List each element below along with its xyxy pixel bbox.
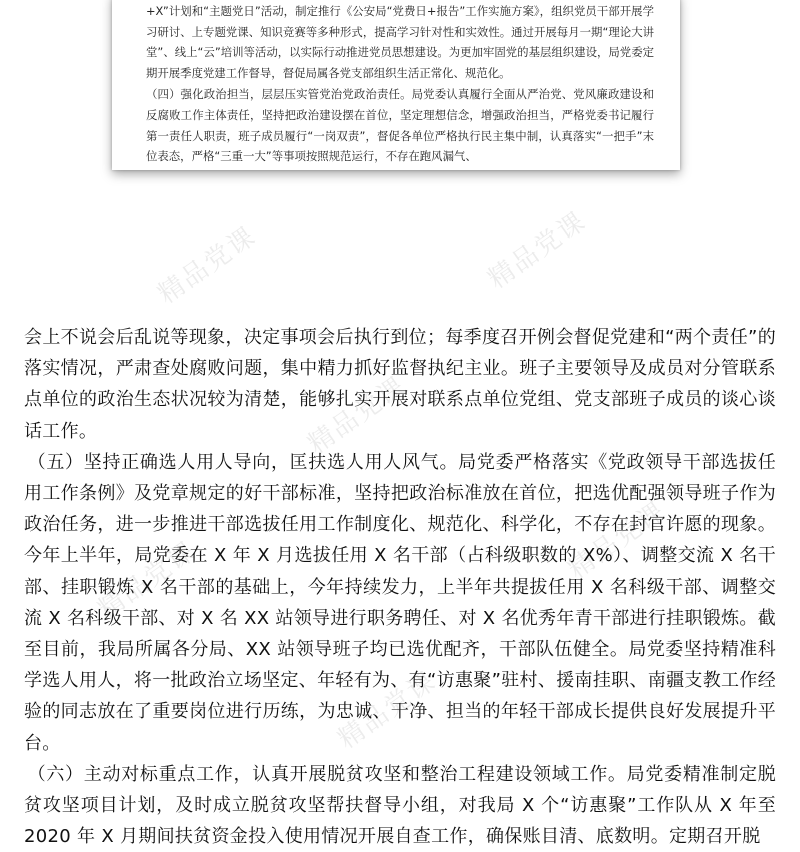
preview-paragraph: （四）强化政治担当，层层压实管党治党政治责任。局党委认真履行全面从严治党、党风廉政建设和反腐败工作主体责任，坚持把政治建设摆在首位，坚定理想信念，增强政治担当，严格党委书记履行第一责任人职责，班子成员履行“一岗双责”，督促各单位严格执行民主集中制，认真落实“一把手”末位表态，严格“三重一大”等事项按照规范运行，不存在跑风漏气、	[146, 86, 654, 164]
watermark: 精品党课	[482, 206, 592, 295]
document-page-preview	[112, 0, 680, 170]
preview-paragraph: +X”计划和“主题党日”活动，制定推行《公安局“党费日+报告”工作实施方案》，组织党员干部开展学习研讨、上专题党课、知识竞赛等多种形式，提高学习针对性和实效性。通过开展每月一期“理论大讲堂”、线上“云”培训等活动，以实际行动推进党员思想建设。为更加牢固党的基层组织建设，局党委定期开展季度党建工作督导，督促局属各党支部组织生活正常化、规范化。	[146, 3, 654, 81]
document-body	[24, 322, 776, 852]
watermark: 精品党课	[92, 536, 202, 625]
body-paragraph: （五）坚持正确选人用人导向，匡扶选人用人风气。局党委严格落实《党政领导干部选拔任用工作条例》及党章规定的好干部标准，坚持把政治标准放在首位，把选优配强领导班子作为政治任务，进一步推进干部选拔任用工作制度化、规范化、科学化，不存在封官许愿的现象。今年上半年，局党委在 X 年 X 月选拔任用 X 名干部（占科级职数的 X%）、调整交流 X 名干部、挂职锻炼 X 名干部的基础上，今年持续发力，上半年共提拔任用 X 名科级干部、调整交流 X 名科级干部、对 X 名 XX 站领导进行职务聘任、对 X 名优秀年青干部进行挂职锻炼。截至目前，我局所属各分局、XX 站领导班子均已选优配齐，干部队伍健全。局党委坚持精准科学选人用人，将一批政治立场坚定、年轻有为、有“访惠聚”驻村、援南挂职、南疆支教工作经验的同志放在了重要岗位进行历练，为忠诚、干净、担当的年轻干部成长提供良好发展提升平台。	[24, 451, 776, 754]
watermark: 精品党课	[152, 221, 262, 310]
preview-text-block	[146, 0, 654, 167]
body-paragraph: 会上不说会后乱说等现象，决定事项会后执行到位；每季度召开例会督促党建和“两个责任”的落实情况，严肃查处腐败问题，集中精力抓好监督执纪主业。班子主要领导及成员对分管联系点单位的政治生态状况较为清楚，能够扎实开展对联系点单位党组、党支部班子成员的谈心谈话工作。	[24, 327, 776, 442]
body-paragraph: （六）主动对标重点工作，认真开展脱贫攻坚和整治工程建设领域工作。局党委精准制定脱贫攻坚项目计划，及时成立脱贫攻坚帮扶督导小组，对我局 X 个“访惠聚”工作队从 X 年至 2020 年 X 月期间扶贫资金投入使用情况开展自查工作，确保账目清、底数明。定期召开脱	[24, 763, 776, 848]
watermark: 精品党课	[302, 371, 412, 460]
watermark: 精品党课	[332, 666, 442, 755]
watermark: 精品党课	[562, 496, 672, 585]
